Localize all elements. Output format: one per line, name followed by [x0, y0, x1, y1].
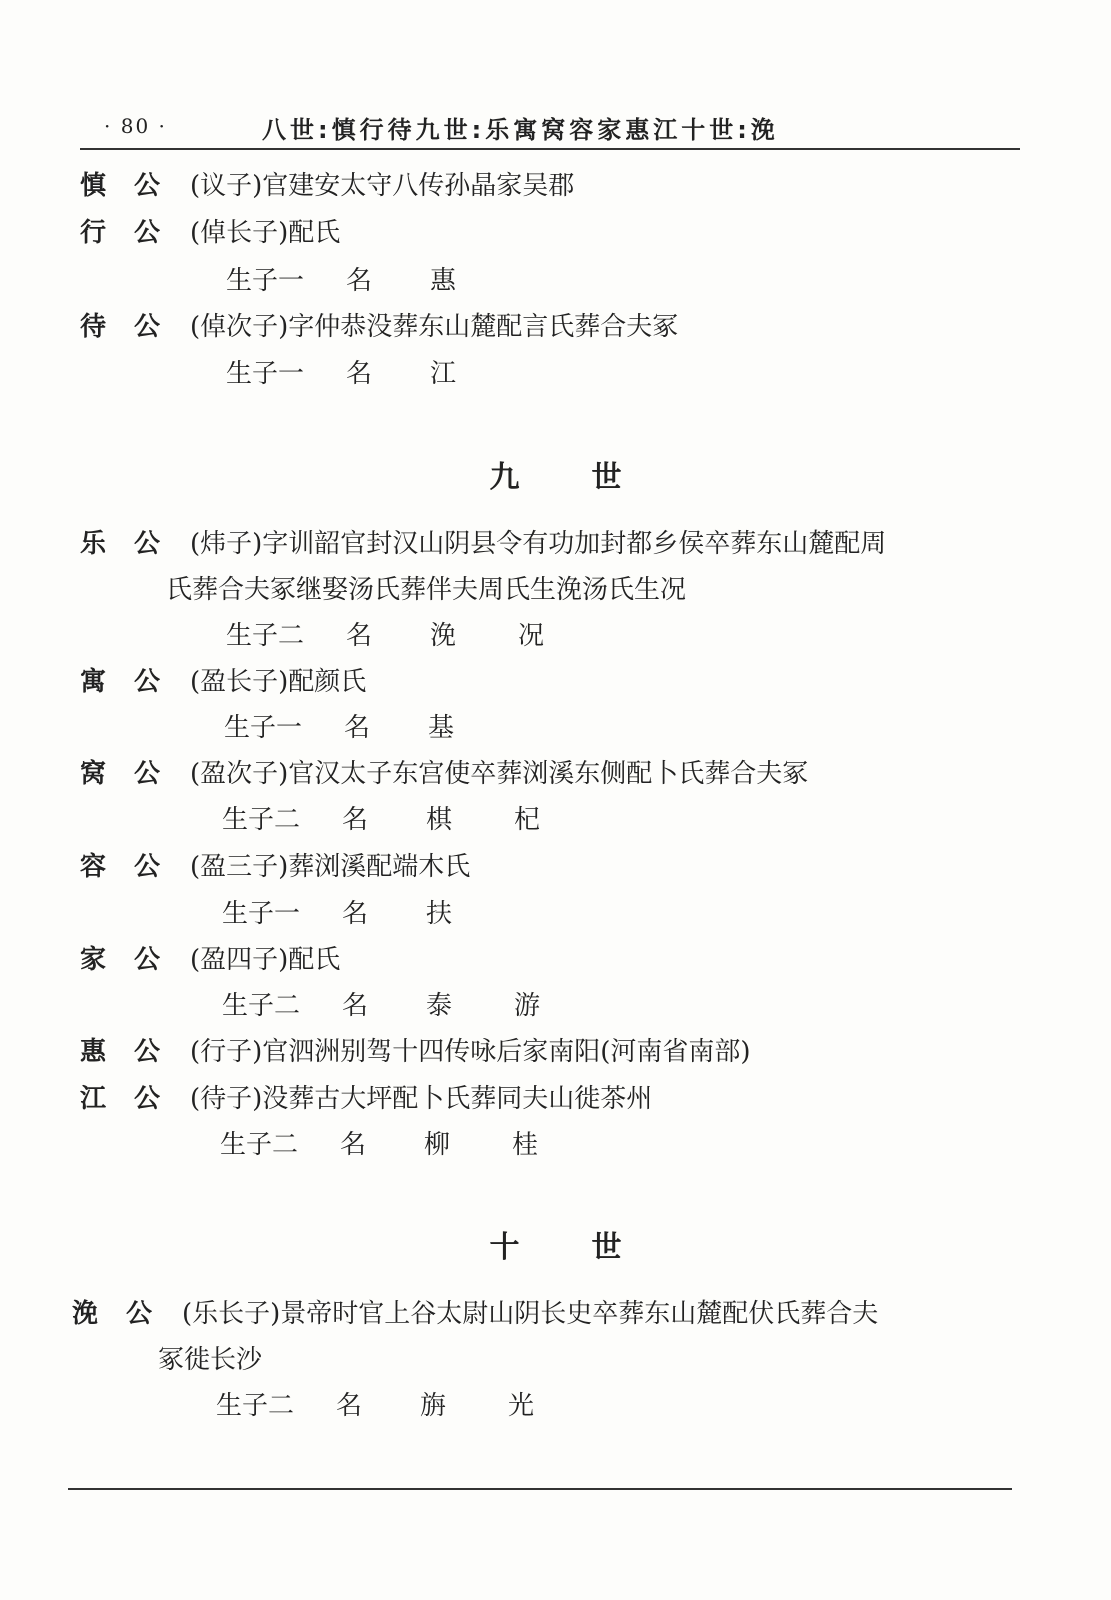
entry-name: 容公 [80, 852, 189, 882]
entry-description-continued: 氏葬合夫冢继娶汤氏葬伴夫周氏生浼汤氏生况 [166, 575, 687, 605]
running-title: 八世:慎行待九世:乐寓窝容家惠江十世:浼 [262, 116, 779, 144]
entry-mei [72, 1292, 878, 1336]
entry-description: (炜子)字训韶官封汉山阴县令有功加封都乡侯卒葬东山麓配周 [190, 529, 887, 559]
child-name: 江 [430, 359, 457, 389]
entry-shen [80, 164, 574, 208]
page-number: · 80 · [104, 114, 167, 138]
sons-count: 生子一 [224, 713, 303, 743]
entry-dai [80, 305, 678, 349]
sons-line [222, 798, 602, 842]
page-header [80, 108, 1020, 150]
sons-count: 生子二 [220, 1130, 299, 1160]
sons-count: 生子一 [226, 266, 305, 296]
sons-line [216, 1384, 596, 1428]
entry-description: (倬次子)字仲恭没葬东山麓配言氏葬合夫冢 [190, 312, 679, 342]
child-name: 杞 [514, 805, 541, 835]
entry-name: 惠公 [80, 1037, 189, 1067]
section-title-gen9: 九世 [489, 460, 694, 495]
entry-name: 行公 [80, 218, 189, 248]
entry-jia [80, 938, 340, 982]
entry-rong [80, 845, 470, 889]
sons-count: 生子二 [222, 805, 301, 835]
ming-label: 名 [336, 1391, 363, 1421]
sons-line [226, 259, 518, 303]
child-name: 惠 [430, 266, 457, 296]
footer-rule [68, 1488, 1012, 1490]
child-name: 扶 [426, 899, 453, 929]
entry-xing [80, 211, 340, 255]
ming-label: 名 [342, 991, 369, 1021]
entry-name: 寓公 [80, 667, 189, 697]
ming-label: 名 [342, 899, 369, 929]
sons-line [222, 984, 602, 1028]
entry-name: 乐公 [80, 529, 189, 559]
sons-line [220, 1123, 600, 1167]
section-title-gen10: 十世 [489, 1230, 694, 1265]
entry-name: 家公 [80, 945, 189, 975]
entry-description: (议子)官建安太守八传孙晶家吴郡 [190, 171, 575, 201]
sons-count: 生子二 [216, 1391, 295, 1421]
entry-description: (待子)没葬古大坪配卜氏葬同夫山徙茶州 [190, 1084, 653, 1114]
entry-le [80, 522, 886, 566]
child-name: 旃 [420, 1391, 447, 1421]
ming-label: 名 [340, 1130, 367, 1160]
child-name: 浼 [430, 621, 457, 651]
entry-description-continued: 冢徙长沙 [158, 1345, 263, 1375]
entry-yu [80, 660, 366, 704]
entry-jiang [80, 1077, 652, 1121]
sons-count: 生子一 [226, 359, 305, 389]
entry-name: 江公 [80, 1084, 189, 1114]
entry-description: (盈长子)配颜氏 [190, 667, 367, 697]
entry-description: (盈次子)官汉太子东宫使卒葬浏溪东侧配卜氏葬合夫冢 [190, 759, 809, 789]
entry-description: (倬长子)配氏 [190, 218, 341, 248]
sons-count: 生子二 [222, 991, 301, 1021]
entry-name: 慎公 [80, 171, 189, 201]
entry-name: 窝公 [80, 759, 189, 789]
sons-count: 生子二 [226, 621, 305, 651]
child-name: 游 [514, 991, 541, 1021]
ming-label: 名 [342, 805, 369, 835]
sons-line [224, 706, 516, 750]
child-name: 桂 [512, 1130, 539, 1160]
sons-count: 生子一 [222, 899, 301, 929]
entry-description: (盈三子)葬浏溪配端木氏 [190, 852, 471, 882]
child-name: 泰 [426, 991, 453, 1021]
entry-description: (乐长子)景帝时官上谷太尉山阴长史卒葬东山麓配伏氏葬合夫 [182, 1299, 879, 1329]
ming-label: 名 [346, 266, 373, 296]
child-name: 柳 [424, 1130, 451, 1160]
ming-label: 名 [346, 621, 373, 651]
ming-label: 名 [344, 713, 371, 743]
entry-description: (行子)官泗洲别驾十四传咏后家南阳(河南省南部) [190, 1037, 751, 1067]
child-name: 基 [428, 713, 455, 743]
entry-description: (盈四子)配氏 [190, 945, 341, 975]
entry-hui [80, 1030, 751, 1074]
entry-name: 浼公 [72, 1299, 181, 1329]
ming-label: 名 [346, 359, 373, 389]
sons-line [222, 892, 514, 936]
child-name: 光 [508, 1391, 535, 1421]
sons-line [226, 614, 606, 658]
child-name: 况 [518, 621, 545, 651]
entry-wo [80, 752, 808, 796]
child-name: 棋 [426, 805, 453, 835]
sons-line [226, 352, 518, 396]
entry-name: 待公 [80, 312, 189, 342]
